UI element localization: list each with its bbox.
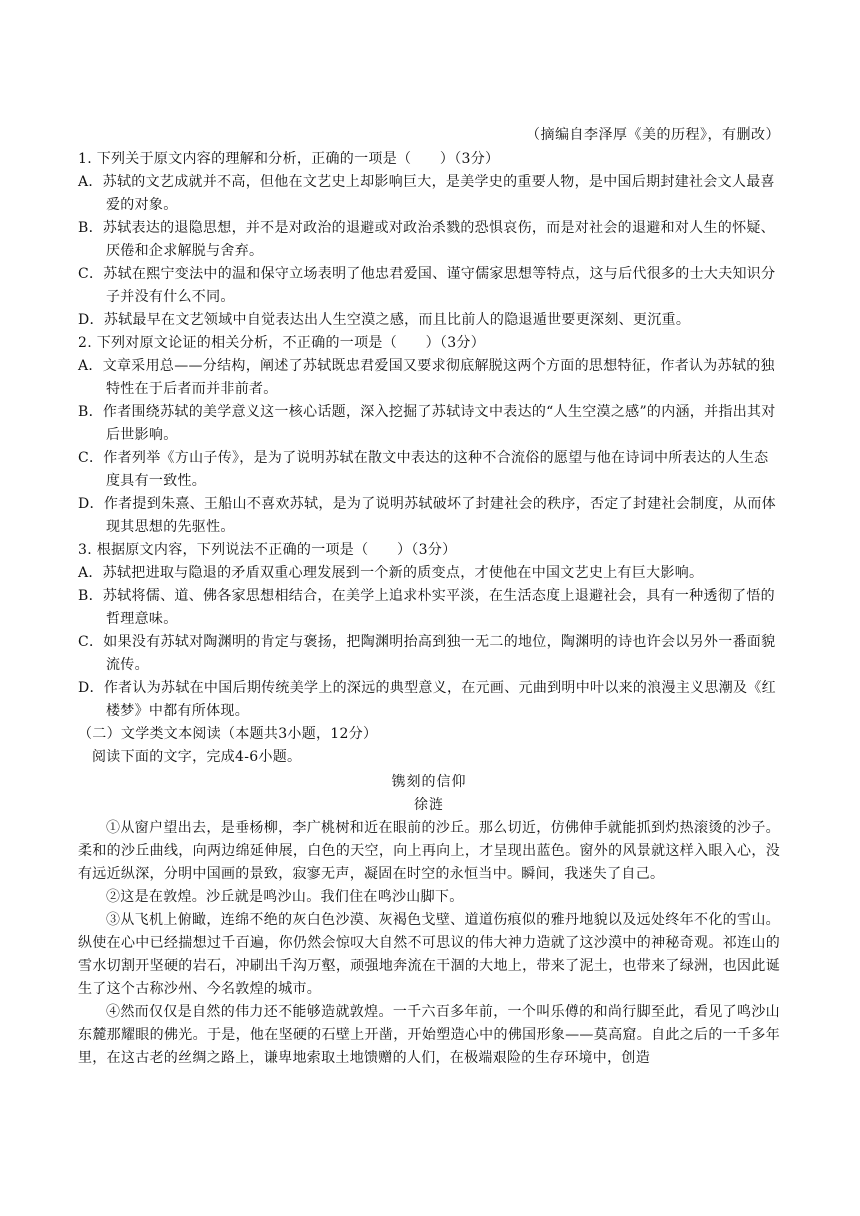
article-title: 镌刻的信仰	[391, 774, 467, 790]
option-c: C．如果没有苏轼对陶渊明的肯定与褒扬，把陶渊明抬高到独一无二的地位，陶渊明的诗也许会以另外一番面貌流传。	[78, 634, 776, 673]
option-a: A．文章采用总——分结构，阐述了苏轼既忠君爱国又要求彻底解脱这两个方面的思想特征，作者认为苏轼的独特性在于后者而并非前者。	[78, 358, 775, 397]
article	[78, 771, 780, 1070]
section-heading: （二）文学类文本阅读（本题共3小题，12分）	[78, 726, 378, 742]
option-c: C．苏轼在熙宁变法中的温和保守立场表明了他忠君爱国、谨守儒家思想等特点，这与后代很多的士大夫知识分子并没有什么不同。	[78, 266, 776, 305]
option-d: D．作者提到朱熹、王船山不喜欢苏轼，是为了说明苏轼破坏了封建社会的秩序，否定了封建社会制度，从而体现其思想的先驱性。	[78, 496, 776, 535]
source-citation: （摘编自李泽厚《美的历程》，有删改）	[526, 127, 780, 143]
question-1	[78, 148, 780, 332]
instruction: 阅读下面的文字，完成4-6小题。	[92, 749, 302, 765]
question-stem: 2. 下列对原文论证的相关分析，不正确的一项是（ ）（3分）	[78, 335, 486, 351]
option-b: B．作者围绕苏轼的美学意义这一核心话题，深入挖掘了苏轼诗文中表达的“人生空漠之感”的内涵，并指出其对后世影响。	[78, 404, 776, 443]
page	[78, 122, 780, 1070]
question-2	[78, 332, 780, 539]
question-stem: 3. 根据原文内容，下列说法不正确的一项是（ ）（3分）	[78, 542, 457, 558]
option-d: D．作者认为苏轼在中国后期传统美学上的深远的典型意义，在元画、元曲到明中叶以来的浪漫主义思潮及《红楼梦》中都有所体现。	[78, 680, 776, 719]
article-author: 徐涟	[414, 797, 444, 813]
option-a: A．苏轼把进取与隐退的矛盾双重心理发展到一个新的质变点，才使他在中国文艺史上有巨大影响。	[78, 565, 704, 581]
article-paragraph: ③从飞机上俯瞰，连绵不绝的灰白色沙漠、灰褐色戈壁、道道伤痕似的雅丹地貌以及远处终年不化的雪山。纵使在心中已经揣想过千百遍，你仍然会惊叹大自然不可思议的伟大神力造就了这沙漠中的神秘奇观。祁连山的雪水切割开坚硬的岩石，冲刷出千沟万壑，顽强地奔流在干涸的大地上，带来了泥土，也带来了绿洲，也因此诞生了这个古称沙州、今名敦煌的城市。	[78, 912, 780, 997]
option-a: A．苏轼的文艺成就并不高，但他在文艺史上却影响巨大，是美学史的重要人物，是中国后期封建社会文人最喜爱的对象。	[78, 174, 775, 213]
article-paragraph: ④然而仅仅是自然的伟力还不能够造就敦煌。一千六百多年前，一个叫乐僔的和尚行脚至此，看见了鸣沙山东麓那耀眼的佛光。于是，他在坚硬的石壁上开凿，开始塑造心中的佛国形象——莫高窟。自此之后的一千多年里，在这古老的丝绸之路上，谦卑地索取土地馈赠的人们，在极端艰险的生存环境中，创造	[78, 1004, 780, 1066]
question-stem: 1. 下列关于原文内容的理解和分析，正确的一项是（ ）（3分）	[78, 151, 500, 167]
article-paragraph: ②这是在敦煌。沙丘就是鸣沙山。我们住在鸣沙山脚下。	[106, 889, 464, 905]
option-c: C．作者列举《方山子传》，是为了说明苏轼在散文中表达的这种不合流俗的愿望与他在诗词中所表达的人生态度具有一致性。	[78, 450, 769, 489]
option-b: B．苏轼表达的退隐思想，并不是对政治的退避或对政治杀戮的恐惧哀伤，而是对社会的退避和对人生的怀疑、厌倦和企求解脱与舍弃。	[78, 220, 775, 259]
article-paragraph: ①从窗户望出去，是垂杨柳，李广桃树和近在眼前的沙丘。那么切近，仿佛伸手就能抓到灼热滚烫的沙子。柔和的沙丘曲线，向两边绵延伸展，白色的天空，向上再向上，才呈现出蓝色。窗外的风景就这样入眼入心，没有远近纵深，分明中国画的景致，寂寥无声，凝固在时空的永恒当中。瞬间，我迷失了自己。	[78, 820, 780, 882]
question-3	[78, 539, 780, 723]
option-d: D．苏轼最早在文艺领域中自觉表达出人生空漠之感，而且比前人的隐退遁世要更深刻、更沉重。	[78, 312, 691, 328]
option-b: B．苏轼将儒、道、佛各家思想相结合，在美学上追求朴实平淡，在生活态度上退避社会，具有一种透彻了悟的哲理意味。	[78, 588, 775, 627]
